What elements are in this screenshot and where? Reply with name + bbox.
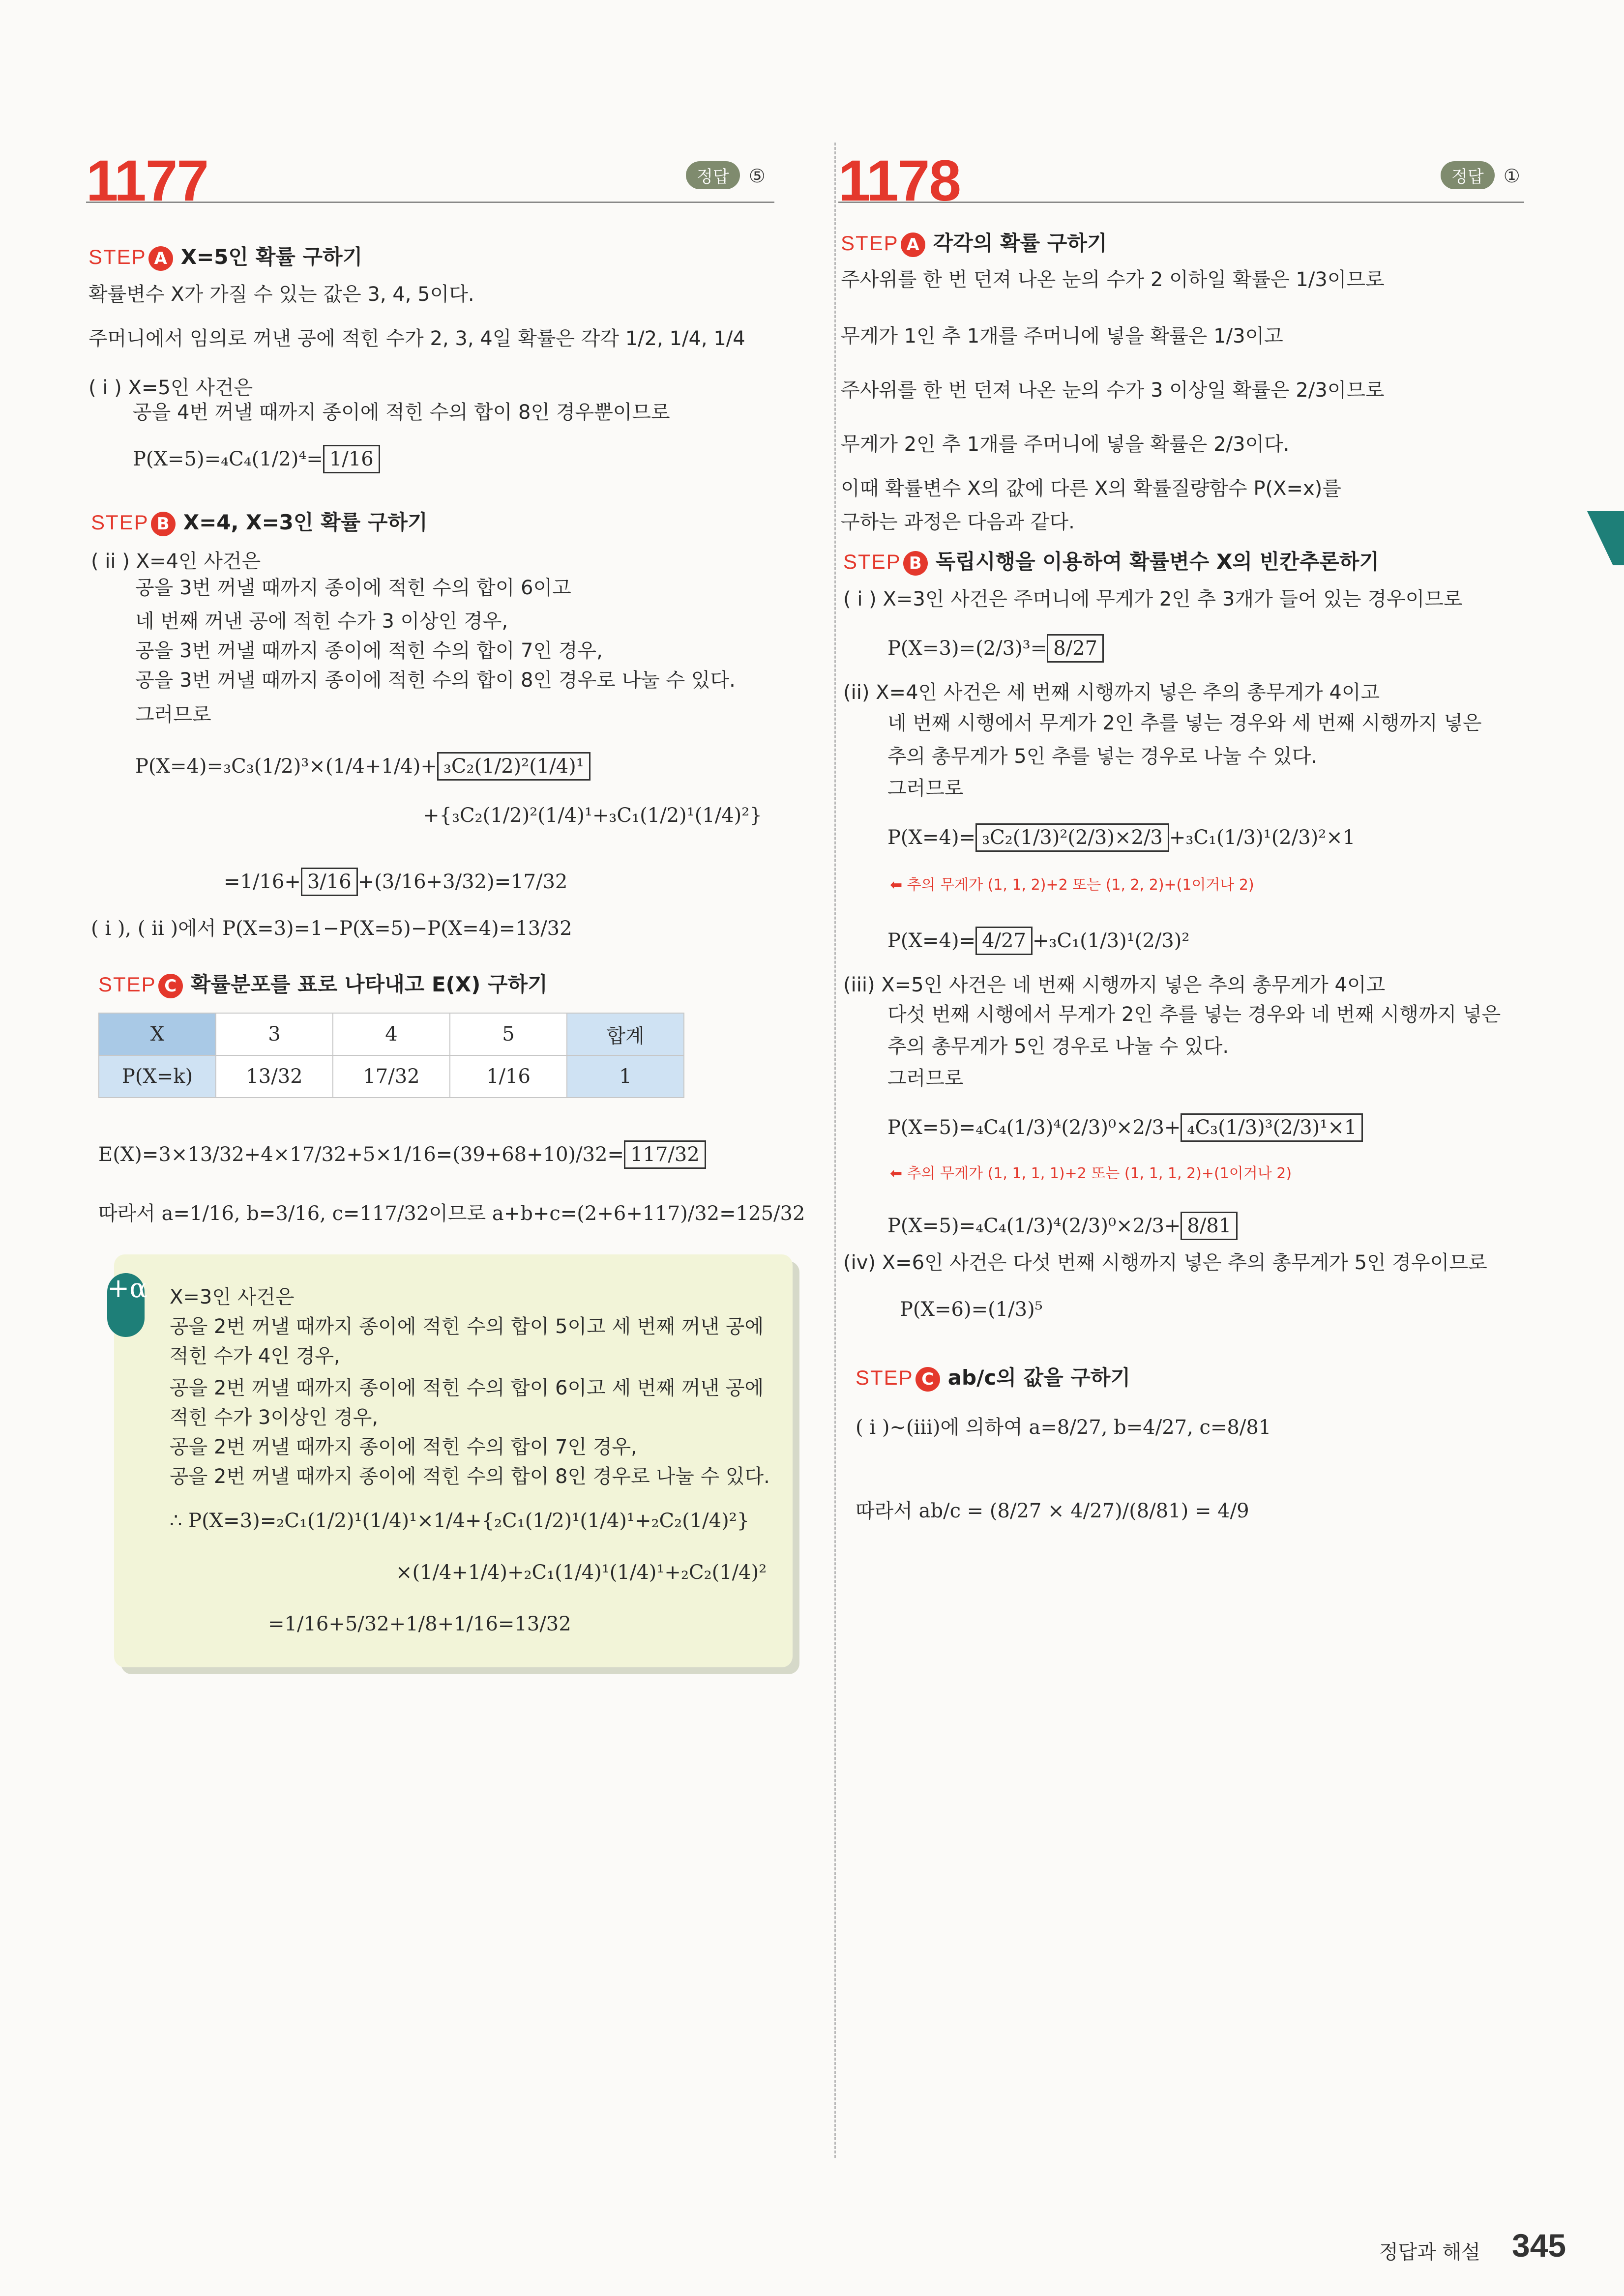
tip-line: 적힌 수가 4인 경우, <box>170 1345 340 1367</box>
step-a-title: X=5인 확률 구하기 <box>180 245 363 269</box>
formula-expectation: E(X)=3×13/32+4×17/32+5×1/16=(39+68+10)/32= 117/32 <box>98 1140 706 1169</box>
table-cell: 1/16 <box>450 1055 567 1098</box>
table-cell: 17/32 <box>333 1055 450 1098</box>
step-b-heading-left: STEP B X=4, X=3인 확률 구하기 <box>91 506 428 536</box>
text-line: 네 번째 시행에서 무게가 2인 추를 넣는 경우와 세 번째 시행까지 넣은 <box>887 712 1482 734</box>
step-b-title: X=4, X=3인 확률 구하기 <box>183 510 428 534</box>
step-c-title: 확률분포를 표로 나타내고 E(X) 구하기 <box>190 972 548 996</box>
step-a-heading-right: STEP A 각각의 확률 구하기 <box>841 227 1107 257</box>
blank-box: 4/27 <box>975 927 1033 955</box>
column-divider <box>834 143 836 2158</box>
tip-line: 공을 2번 꺼낼 때까지 종이에 적힌 수의 합이 7인 경우, <box>170 1436 637 1458</box>
tip-line: X=3인 사건은 <box>170 1286 295 1308</box>
text-line: ( i ) X=3인 사건은 주머니에 무게가 2인 추 3개가 들어 있는 경우이므로 <box>843 588 1463 610</box>
table-header-cell: 4 <box>333 1013 450 1055</box>
header-rule-right <box>838 202 1524 203</box>
annotation-note: ⬅ 추의 무게가 (1, 1, 2)+2 또는 (1, 2, 2)+(1이거나 2) <box>890 876 1254 894</box>
chapter-tab <box>1587 511 1624 565</box>
text-line: 공을 4번 꺼낼 때까지 종이에 적힌 수의 합이 8인 경우뿐이므로 <box>133 401 670 424</box>
text-line: 추의 총무게가 5인 경우로 나눌 수 있다. <box>887 1035 1229 1058</box>
text-line: 추의 총무게가 5인 추를 넣는 경우로 나눌 수 있다. <box>887 745 1318 768</box>
formula-p5-result: P(X=5)=₄C₄(1/3)⁴(2/3)⁰×2/3+ 8/81 <box>887 1212 1238 1240</box>
answer-label: 정답 <box>1441 161 1495 189</box>
formula-p3: ( i ), ( ii )에서 P(X=3)=1−P(X=5)−P(X=4)=13/32 <box>91 917 572 940</box>
text-line: 주사위를 한 번 던져 나온 눈의 수가 3 이상일 확률은 2/3이므로 <box>841 379 1385 402</box>
page-number: 345 <box>1512 2227 1566 2264</box>
blank-box: ₃C₂(1/2)²(1/4)¹ <box>437 752 591 781</box>
formula-values: ( i )~(iii)에 의하여 a=8/27, b=4/27, c=8/81 <box>856 1416 1271 1439</box>
formula-p4: P(X=4)=₃C₃(1/2)³×(1/4+1/4)+ ₃C₂(1/2)²(1/4)¹ <box>135 752 591 781</box>
tip-formula: =1/16+5/32+1/8+1/16=13/32 <box>268 1613 571 1635</box>
tip-formula: ×(1/4+1/4)+₂C₁(1/4)¹(1/4)¹+₂C₂(1/4)² <box>396 1561 767 1584</box>
blank-box: 8/27 <box>1047 634 1104 663</box>
formula-p4-result: =1/16+ 3/16 +(3/16+3/32)=17/32 <box>224 868 567 896</box>
answer-label: 정답 <box>686 161 740 189</box>
footer-section: 정답과 해설 <box>1379 2241 1480 2264</box>
text-line: 확률변수 X가 가질 수 있는 값은 3, 4, 5이다. <box>89 283 474 306</box>
text-line: 그러므로 <box>887 1067 964 1090</box>
text-line: 이때 확률변수 X의 값에 다른 X의 확률질량함수 P(X=x)를 <box>841 477 1341 500</box>
formula-sum: 따라서 a=1/16, b=3/16, c=117/32이므로 a+b+c=(2+6+117)/32=125/32 <box>98 1202 805 1225</box>
text-line: 구하는 과정은 다음과 같다. <box>841 511 1075 533</box>
blank-box: ₄C₃(1/3)³(2/3)¹×1 <box>1181 1113 1363 1142</box>
text-line: 무게가 2인 추 1개를 주머니에 넣을 확률은 2/3이다. <box>841 433 1290 456</box>
formula-p5: P(X=5)=₄C₄(1/3)⁴(2/3)⁰×2/3+ ₄C₃(1/3)³(2/3)¹×1 <box>887 1113 1363 1142</box>
table-cell: 13/32 <box>216 1055 333 1098</box>
text-line: (ii) X=4인 사건은 세 번째 시행까지 넣은 추의 총무게가 4이고 <box>843 681 1380 704</box>
table-header-cell: 3 <box>216 1013 333 1055</box>
table-cell: 1 <box>567 1055 684 1098</box>
text-line: 그러므로 <box>135 703 211 726</box>
table-header-cell: X <box>99 1013 216 1055</box>
tip-formula: ∴ P(X=3)=₂C₁(1/2)¹(1/4)¹×1/4+{₂C₁(1/2)¹(1/4)¹+₂C₂(1/4)²} <box>170 1510 750 1532</box>
text-line: 공을 3번 꺼낼 때까지 종이에 적힌 수의 합이 7인 경우, <box>135 639 603 662</box>
tip-line: 공을 2번 꺼낼 때까지 종이에 적힌 수의 합이 6이고 세 번째 꺼낸 공에 <box>170 1377 764 1399</box>
blank-box: 117/32 <box>624 1140 706 1169</box>
answer-value: ① <box>1503 165 1520 187</box>
answer-badge-1177 <box>686 161 766 189</box>
answer-value: ⑤ <box>748 165 766 187</box>
text-line: 공을 3번 꺼낼 때까지 종이에 적힌 수의 합이 6이고 <box>135 577 571 599</box>
problem-number-1178: 1178 <box>838 148 960 213</box>
text-line: (iii) X=5인 사건은 네 번째 시행까지 넣은 추의 총무게가 4이고 <box>843 974 1386 996</box>
step-a-title: 각각의 확률 구하기 <box>933 231 1107 255</box>
tip-line: 공을 2번 꺼낼 때까지 종이에 적힌 수의 합이 5이고 세 번째 꺼낸 공에 <box>170 1315 764 1338</box>
table-header-cell: 5 <box>450 1013 567 1055</box>
blank-box: 1/16 <box>323 445 380 473</box>
formula-p5: P(X=5)=₄C₄(1/2)⁴= 1/16 <box>133 445 380 473</box>
step-c-heading-left: STEP C 확률분포를 표로 나타내고 E(X) 구하기 <box>98 968 548 998</box>
text-line: 네 번째 꺼낸 공에 적힌 수가 3 이상인 경우, <box>135 610 508 633</box>
table-cell: P(X=k) <box>99 1055 216 1098</box>
text-line: 다섯 번째 시행에서 무게가 2인 추를 넣는 경우와 네 번째 시행까지 넣은 <box>887 1003 1501 1026</box>
step-b-heading-right: STEP B 독립시행을 이용하여 확률변수 X의 빈칸추론하기 <box>843 546 1379 576</box>
formula-p6: P(X=6)=(1/3)⁵ <box>900 1298 1043 1321</box>
text-line: ( i ) X=5인 사건은 <box>89 377 253 399</box>
header-rule-left <box>86 202 774 203</box>
text-line: 무게가 1인 추 1개를 주머니에 넣을 확률은 1/3이고 <box>841 325 1283 348</box>
text-line: 공을 3번 꺼낼 때까지 종이에 적힌 수의 합이 8인 경우로 나눌 수 있다. <box>135 669 736 692</box>
step-a-heading-left: STEP A X=5인 확률 구하기 <box>89 241 362 271</box>
formula-p4: P(X=4)= ₃C₂(1/3)²(2/3)×2/3 +₃C₁(1/3)¹(2/3)²×1 <box>887 823 1355 852</box>
problem-number-1177: 1177 <box>86 148 208 213</box>
table-header-cell: 합계 <box>567 1013 684 1055</box>
step-c-title: ab/c의 값을 구하기 <box>947 1366 1131 1390</box>
text-line: ( ii ) X=4인 사건은 <box>91 550 261 573</box>
blank-box: ₃C₂(1/3)²(2/3)×2/3 <box>975 823 1169 852</box>
blank-box: 8/81 <box>1181 1212 1238 1240</box>
blank-box: 3/16 <box>301 868 358 896</box>
tip-line: 공을 2번 꺼낼 때까지 종이에 적힌 수의 합이 8인 경우로 나눌 수 있다. <box>170 1465 770 1488</box>
formula-p4-result: P(X=4)= 4/27 +₃C₁(1/3)¹(2/3)² <box>887 927 1189 955</box>
formula-final: 따라서 ab/c = (8/27 × 4/27)/(8/81) = 4/9 <box>856 1500 1249 1522</box>
annotation-note: ⬅ 추의 무게가 (1, 1, 1, 1)+2 또는 (1, 1, 1, 2)+(1이거나 2) <box>890 1165 1292 1182</box>
answer-badge-1178 <box>1441 161 1520 189</box>
text-line: 주머니에서 임의로 꺼낸 공에 적힌 수가 2, 3, 4일 확률은 각각 1/2, 1/4, 1/4 <box>89 327 745 350</box>
plus-alpha-icon: +α <box>107 1273 145 1337</box>
step-c-heading-right: STEP C ab/c의 값을 구하기 <box>856 1362 1130 1392</box>
text-line: (iv) X=6인 사건은 다섯 번째 시행까지 넣은 추의 총무게가 5인 경우이므로 <box>843 1251 1487 1274</box>
distribution-table <box>98 1013 684 1098</box>
tip-line: 적힌 수가 3이상인 경우, <box>170 1406 379 1429</box>
step-b-title: 독립시행을 이용하여 확률변수 X의 빈칸추론하기 <box>935 550 1380 574</box>
formula-p4-cont: +{₃C₂(1/2)²(1/4)¹+₃C₁(1/2)¹(1/4)²} <box>423 804 762 827</box>
text-line: 주사위를 한 번 던져 나온 눈의 수가 2 이하일 확률은 1/3이므로 <box>841 268 1385 291</box>
formula-p3: P(X=3)=(2/3)³= 8/27 <box>887 634 1104 663</box>
text-line: 그러므로 <box>887 777 964 800</box>
